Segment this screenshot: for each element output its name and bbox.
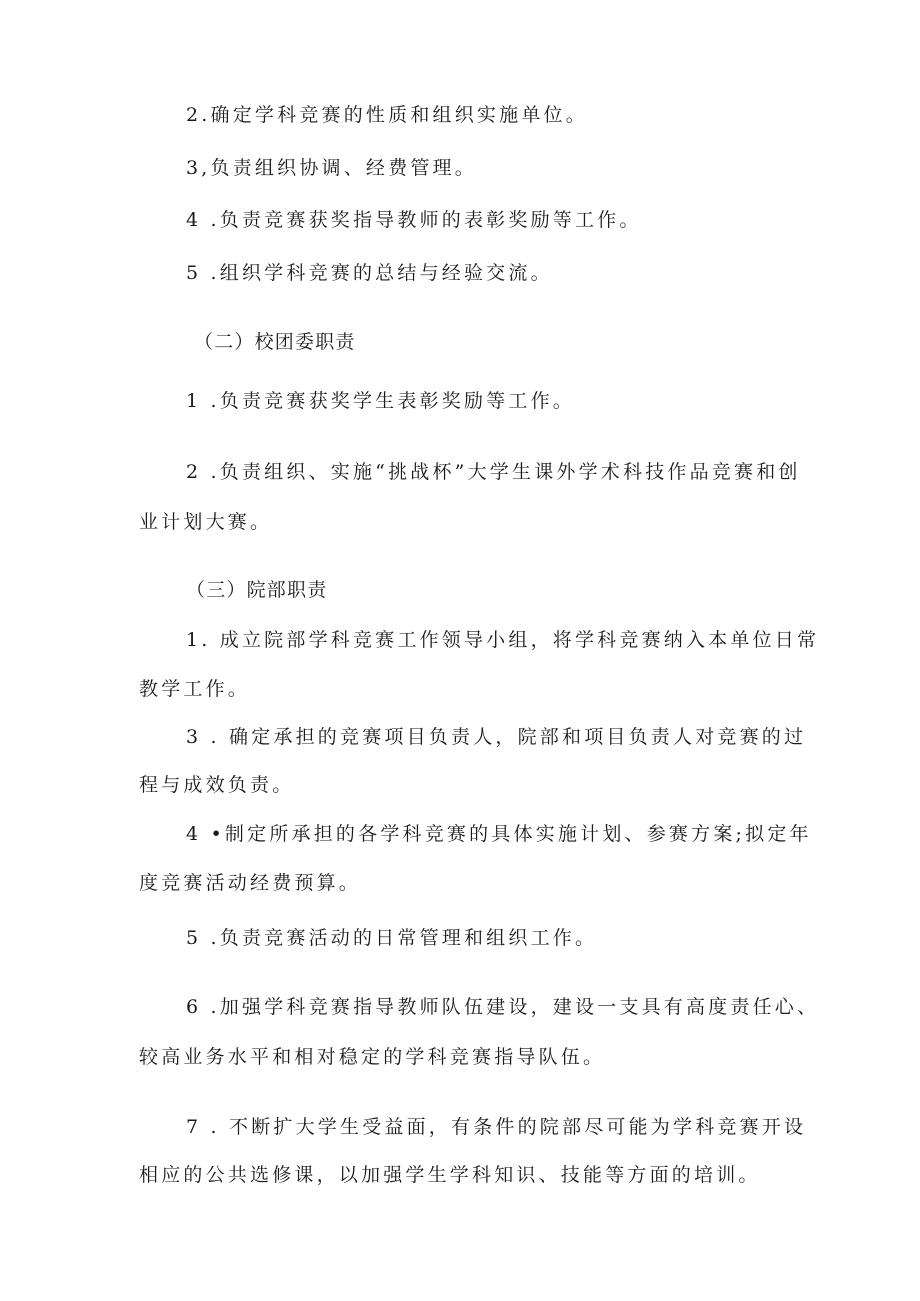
list-item-implementation-plan-line1: 4 •制定所承担的各学科竞赛的具体实施计划、参赛方案;拟定年: [186, 823, 812, 845]
list-item-teacher-awards: 4 .负责竞赛获奖指导教师的表彰奖励等工作。: [186, 209, 642, 231]
list-item-implementation-plan-line2: 度竞赛活动经费预算。: [139, 872, 362, 894]
list-item-coordination-funding: 3,负责组织协调、经费管理。: [186, 157, 477, 179]
section-heading-youth-league: （二）校团委职责: [194, 331, 356, 353]
list-item-determine-nature: 2.确定学科竞赛的性质和组织实施单位。: [186, 104, 588, 126]
section-heading-department: （三）院部职责: [186, 579, 328, 601]
list-item-leading-group-line2: 教学工作。: [139, 678, 251, 700]
list-item-elective-courses-line2: 相应的公共选修课，以加强学生学科知识、技能等方面的培训。: [139, 1164, 761, 1186]
list-item-leading-group-line1: 1. 成立院部学科竞赛工作领导小组，将学科竞赛纳入本单位日常: [186, 629, 820, 651]
list-item-elective-courses-line1: 7 . 不断扩大学生受益面，有条件的院部尽可能为学科竞赛开设: [186, 1116, 807, 1138]
list-item-summary-exchange: 5 .组织学科竞赛的总结与经验交流。: [186, 262, 553, 284]
list-item-teacher-team-line1: 6 .加强学科竞赛指导教师队伍建设，建设一支具有高度责任心、: [186, 996, 820, 1018]
list-item-challenge-cup-line1: 2 .负责组织、实施“挑战杯”大学生课外学术科技作品竞赛和创: [186, 461, 801, 483]
list-item-project-leader-line2: 程与成效负责。: [139, 774, 295, 796]
list-item-daily-management: 5 .负责竞赛活动的日常管理和组织工作。: [186, 927, 598, 949]
list-item-project-leader-line1: 3 . 确定承担的竞赛项目负责人，院部和项目负责人对竞赛的过: [186, 726, 807, 748]
list-item-teacher-team-line2: 较高业务水平和相对稳定的学科竞赛指导队伍。: [139, 1046, 606, 1068]
list-item-student-awards: 1 .负责竞赛获奖学生表彰奖励等工作。: [186, 390, 575, 412]
list-item-challenge-cup-line2: 业计划大赛。: [139, 511, 273, 533]
